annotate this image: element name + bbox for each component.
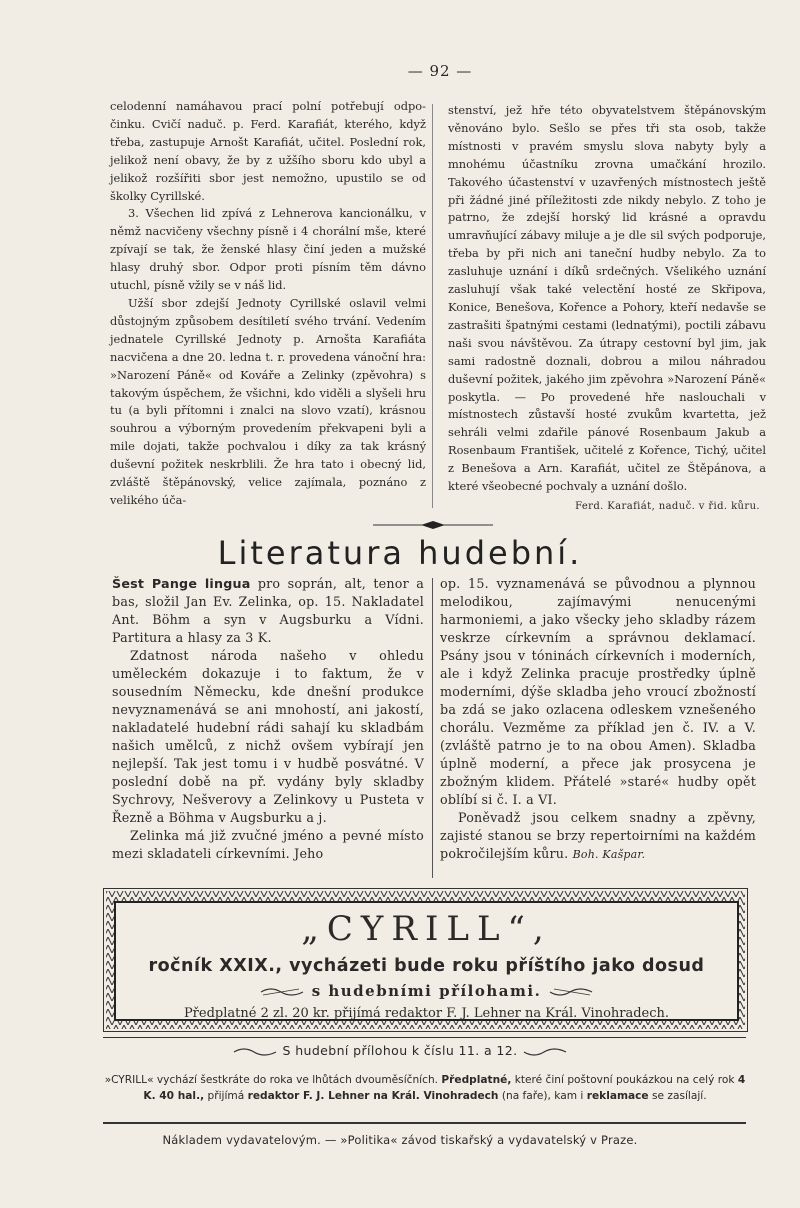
report-column-left bbox=[110, 98, 426, 510]
report-paragraph: 3. Všechen lid zpívá z Lehnerova kancionálku, v němž nacvičeny všechny písně i 4 chorální mše, které zpívají se tak, že ženské hlasy činí jeden a mužské hlasy druhý sbor. Odpor proti písním těm dávno utuchl, písně vžily se v náš lid. bbox=[110, 206, 426, 293]
announcement-supplements bbox=[116, 982, 737, 1000]
section-divider-ornament bbox=[373, 520, 493, 530]
announcement-volume: ročník XXIX., vycházeti bude roku příštího jako dosud bbox=[148, 956, 705, 976]
announcement-subscription: Předplatné 2 zl. 20 kr. přijímá redaktor F. J. Lehner na Král. Vinohradech. bbox=[183, 1006, 670, 1021]
rule-line bbox=[103, 1122, 746, 1124]
announcement-inner bbox=[114, 901, 739, 1021]
review-signature: Boh. Kašpar. bbox=[572, 848, 646, 861]
report-signature: Ferd. Karafiát, naduč. v řid. kůru. bbox=[575, 500, 760, 512]
flourish-right-icon bbox=[522, 1046, 568, 1058]
notice-bold: 4 K. 40 hal., bbox=[143, 1074, 746, 1102]
flourish-right-icon bbox=[548, 986, 594, 998]
announcement-supplements-text: s hudebními přílohami. bbox=[311, 982, 542, 1000]
report-column-right bbox=[448, 102, 766, 516]
notice-text: které činí poštovní poukázkou na celý rok bbox=[511, 1074, 738, 1086]
review-closing-text: Poněvadž jsou celkem snadny a zpěvny, zajisté stanou se brzy repertoirními na každém pokročilejším kůru. bbox=[440, 810, 756, 861]
column-rule-top bbox=[432, 104, 433, 508]
review-lead-title: Šest Pange lingua bbox=[112, 576, 251, 591]
publication-notice bbox=[104, 1073, 746, 1104]
review-paragraph bbox=[112, 575, 424, 647]
review-paragraph: op. 15. vyznamenává se původnou a plynnou melodikou, zajímavými nenucenými harmoniemi, a jako všecky jeho skladby rázem veskrze církevním a správnou deklamací. Psány jsou v tóninách církevních i moderních, ale i když Zelinka pracuje prostředky úplně moderními, dýše skladba jeho vroucí zbožností ba zdá se jako ozlacena odleskem vznešeného chorálu. Vezměme za příklad jen č. IV. a V. (zvláště patrno je to na obou Amen). Skladba úplně moderní, a přece jak prosycena je zbožným klidem. Přátelé »staré« hudby opět oblíbí si č. I. a VI. bbox=[440, 576, 756, 807]
notice-bold: redaktor F. J. Lehner na Král. Vinohradech bbox=[247, 1089, 499, 1102]
music-supplement-note bbox=[0, 1043, 800, 1058]
notice-bold: Předplatné, bbox=[441, 1074, 512, 1086]
notice-text: »CYRILL« vychází šestkráte do roka ve lhůtách dvouměsíčních. bbox=[104, 1074, 442, 1086]
review-paragraph: Zdatnost národa našeho v ohledu uměleckém dokazuje i to faktum, že v sousedním Německu, kde dnešní produkce nevyznamenává se ani mnohostí, ani jakostí, nakladatelé hudební rádi sahají ku skladbám našich umělců, z nichž ovšem vybírají jen nejlepší. Tak jest tomu i v hudbě posvátné. V poslední době na př. vydány byly skladby Sychrovy, Nešverovy a Zelinkovy u Pusteta v Řezně a Böhma v Augsburku a j. bbox=[112, 648, 424, 825]
notice-text: se zasílají. bbox=[648, 1089, 707, 1102]
report-paragraph: celodenní namáhavou prací polní potřebují odpo-činku. Cvičí naduč. p. Ferd. Karafiát, kterého, když třeba, zastupuje Arnošt Karafiát, učitel. Poslední rok, jelikož není obavy, že by z užšího sboru kdo ubyl a jelikož rozšířiti sbor jest nemožno, upustilo se od školky Cyrillské. bbox=[110, 99, 426, 203]
report-paragraph: stenství, jež hře této obyvatelstvem štěpánovským věnováno bylo. Sešlo se přes tři sta osob, takže místnosti v pravém smyslu slova nabyty byly a mnohému účastníku zrovna umačkání hrozilo. Takového účastenství v uzavřených místnostech ještě při žádné jiné příležitosti zde nikdy nebylo. Z toho je patrno, že zdejší horský lid krásné a opravdu umravňující zábavy miluje a je dle sil svých podporuje, třeba by při nich ani taneční hudby nebylo. Za to zasluhuje uznání i díků srdečných. Všelikého uznání zasluhují však také velectění hosté ze Skřipova, Konice, Benešova, Kořence a Pohory, kteří nedavše se zastrašiti špatnými cestami (lednatými), poctili zábavu naši svou návštěvou. Za útrapy cestovní byl jim, jak sami radostně doznali, dobrou a milou náhradou duševní požitek, jakého jim zpěvohra »Narození Páně« poskytla. — Po provedené hře naslouchali v místnostech zůstavší hosté zvukům kvartetta, jež sehráli velmi zdařile pánové Rosenbaum Jakub a Rosenbaum František, učitelé z Kořence, Tichý, učitel z Benešova a Arn. Karafiát, učitel ze Štěpánova, a které všeobecné pochvaly a uznání došlo. bbox=[448, 103, 766, 494]
notice-bold: reklamace bbox=[586, 1089, 649, 1102]
review-paragraph bbox=[440, 809, 756, 864]
page-number: — 92 — bbox=[407, 62, 473, 80]
review-column-left bbox=[112, 575, 424, 863]
report-paragraph: Užší sbor zdejší Jednoty Cyrillské oslavil velmi důstojným způsobem desítiletí svého trvání. Vedením jednatele Cyrillské Jednoty p. Arnošta Karafiáta nacvičena a dne 20. ledna t. r. provedena vánoční hra: »Narození Páně« od Kováře a Zelinky (zpěvohra) s takovým úspěchem, že všichni, kdo viděli a slyšeli hru tu (a byli přítomni i znalci na slovo vzatí), krásnou souhrou a výborným provedením překvapeni byli a mile dojati, takže pochvalou i díky za tak krásný duševní požitek neskrblili. Že hra tato i obecný lid, zvláště štěpánovský, velice zajímala, poznáno z velikého úča- bbox=[110, 295, 426, 507]
music-supplement-text: S hudební přílohou k číslu 11. a 12. bbox=[282, 1043, 518, 1058]
notice-text: (na faře), kam i bbox=[498, 1089, 587, 1102]
announcement-title: „CYRILL“, bbox=[301, 909, 552, 949]
flourish-left-icon bbox=[259, 986, 305, 998]
cyrill-announcement-box bbox=[103, 888, 748, 1032]
imprint-footer: Nákladem vydavatelovým. — »Politika« závod tiskařský a vydavatelský v Praze. bbox=[162, 1133, 638, 1147]
rule-line bbox=[103, 1037, 746, 1038]
review-paragraph: Zelinka má již zvučné jméno a pevné místo mezi skladateli církevními. Jeho bbox=[112, 828, 424, 861]
notice-text: přijímá bbox=[204, 1089, 248, 1102]
column-rule bbox=[432, 578, 433, 878]
flourish-left-icon bbox=[232, 1046, 278, 1058]
review-lead-text: pro soprán, alt, tenor a bas, složil Jan Ev. Zelinka, op. 15. Nakladatel Ant. Böhm a syn v Augsburku a Vídni. Partitura a hlasy za 3 K. bbox=[112, 576, 424, 645]
review-column-right bbox=[440, 575, 756, 864]
section-title: Literatura hudební. bbox=[217, 534, 583, 572]
